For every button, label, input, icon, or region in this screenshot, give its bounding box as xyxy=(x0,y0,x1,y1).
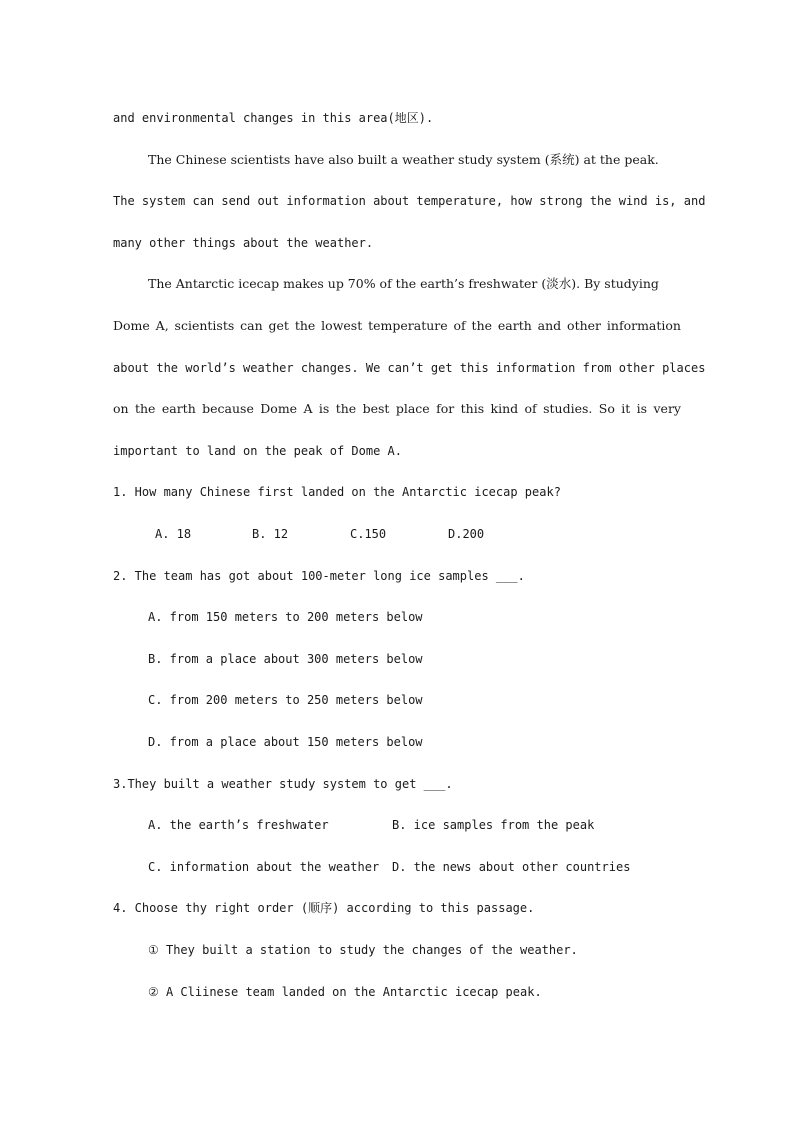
question-3-stem: 3.They built a weather study system to get ___. xyxy=(113,777,453,791)
passage-line: on the earth because Dome A is the best place for this kind of studies. So it is very xyxy=(113,401,681,416)
option-c: C.150 xyxy=(350,527,387,541)
passage-line: The system can send out information about temperature, how strong the wind is, and xyxy=(113,194,706,208)
order-item-1: ① They built a station to study the changes of the weather. xyxy=(148,943,578,957)
option-d: D. the news about other countries xyxy=(392,860,631,874)
option-c: C. information about the weather xyxy=(148,860,380,874)
passage-paragraph-start: The Antarctic icecap makes up 70% of the earth’s freshwater (淡水). By studying xyxy=(148,276,659,291)
option-d: D. from a place about 150 meters below xyxy=(148,735,423,749)
option-d: D.200 xyxy=(448,527,485,541)
passage-line: many other things about the weather. xyxy=(113,236,374,250)
passage-paragraph-start: The Chinese scientists have also built a weather study system (系统) at the peak. xyxy=(148,152,659,167)
option-b: B. 12 xyxy=(252,527,289,541)
question-1-stem: 1. How many Chinese first landed on the Antarctic icecap peak? xyxy=(113,485,561,499)
option-a: A. the earth’s freshwater xyxy=(148,818,329,832)
option-b: B. from a place about 300 meters below xyxy=(148,652,423,666)
passage-line: and environmental changes in this area(地区). xyxy=(113,111,434,125)
question-4-stem: 4. Choose thy right order (顺序) according to this passage. xyxy=(113,901,535,915)
question-2-stem: 2. The team has got about 100-meter long ice samples ___. xyxy=(113,569,525,583)
option-b: B. ice samples from the peak xyxy=(392,818,595,832)
order-item-2: ② A Cliinese team landed on the Antarctic icecap peak. xyxy=(148,985,542,999)
passage-line: about the world’s weather changes. We can’t get this information from other places xyxy=(113,361,706,375)
option-a: A. from 150 meters to 200 meters below xyxy=(148,610,423,624)
option-c: C. from 200 meters to 250 meters below xyxy=(148,693,423,707)
passage-line: important to land on the peak of Dome A. xyxy=(113,444,402,458)
passage-line: Dome A, scientists can get the lowest temperature of the earth and other information xyxy=(113,318,681,333)
option-a: A. 18 xyxy=(155,527,192,541)
